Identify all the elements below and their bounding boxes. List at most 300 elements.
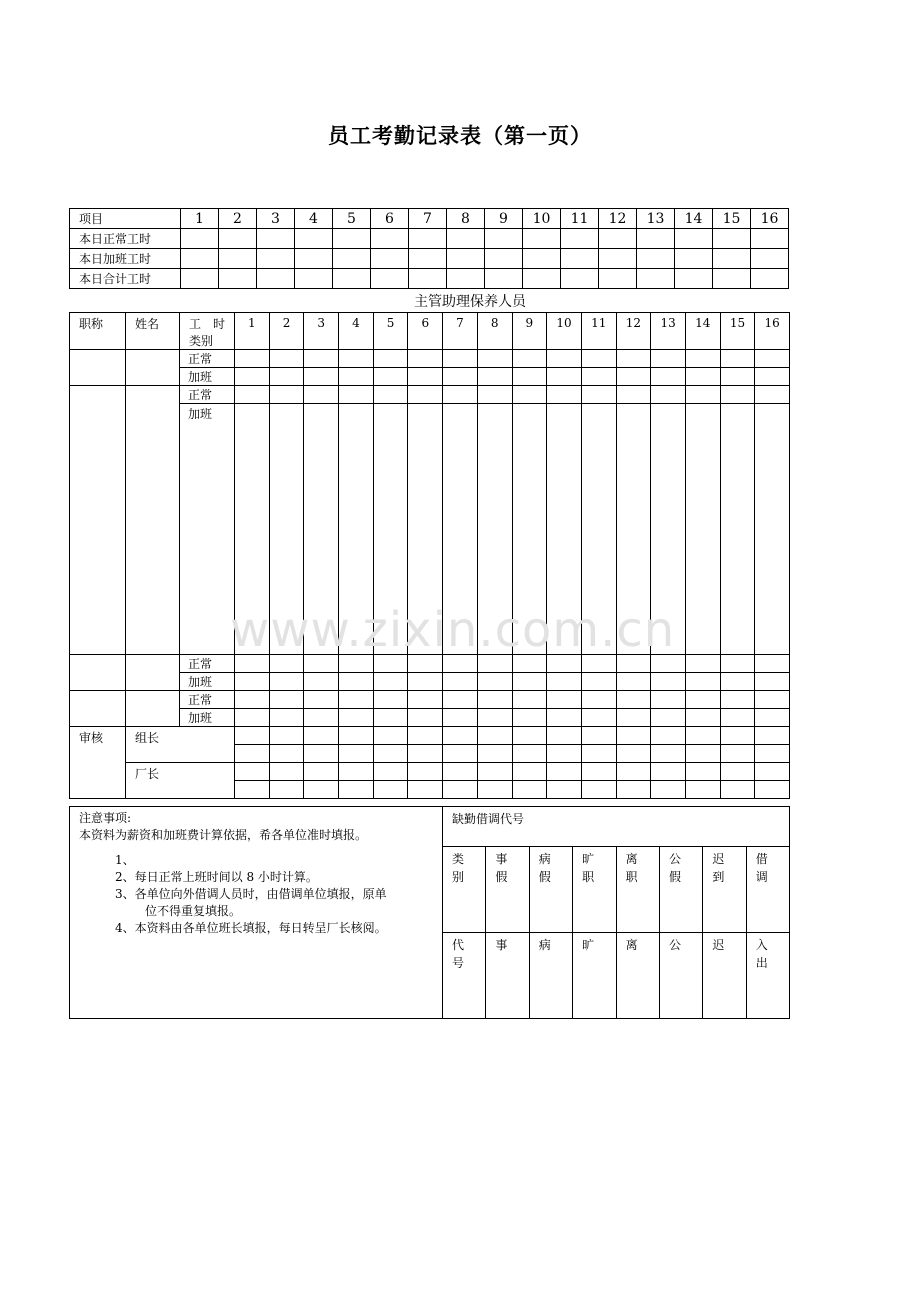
name-cell[interactable] (126, 386, 180, 655)
hours-cell[interactable] (235, 368, 270, 386)
signature-cell[interactable] (547, 745, 582, 763)
hours-cell[interactable] (477, 368, 512, 386)
summary-entry-cell[interactable] (181, 249, 219, 269)
hours-cell[interactable] (581, 709, 616, 727)
notes-intro: 本资料为薪资和加班费计算依据，希各单位准时填报。 (79, 828, 368, 842)
hours-cell[interactable] (408, 691, 443, 709)
hours-cell[interactable] (235, 691, 270, 709)
hours-cell[interactable] (616, 709, 651, 727)
hours-cell[interactable] (720, 386, 755, 404)
signature-cell[interactable] (651, 745, 686, 763)
employee-row (70, 350, 790, 368)
summary-entry-cell[interactable] (295, 249, 333, 269)
hours-cell[interactable] (408, 350, 443, 368)
hours-cell[interactable] (477, 350, 512, 368)
hours-cell[interactable] (408, 368, 443, 386)
signature-cell[interactable] (235, 763, 270, 781)
summary-entry-cell[interactable] (637, 229, 675, 249)
hours-cell[interactable] (304, 709, 339, 727)
hours-cell[interactable] (373, 350, 408, 368)
summary-entry-cell[interactable] (751, 269, 789, 289)
summary-entry-cell[interactable] (333, 269, 371, 289)
hours-cell[interactable] (651, 404, 686, 655)
summary-day-header: 10 (523, 209, 561, 229)
hours-cell[interactable] (547, 673, 582, 691)
hours-cell[interactable] (755, 404, 790, 655)
signature-cell[interactable] (339, 727, 374, 745)
title-cell[interactable] (70, 386, 126, 655)
hours-cell[interactable] (755, 386, 790, 404)
hours-cell[interactable] (443, 368, 478, 386)
signature-cell[interactable] (269, 745, 304, 763)
hours-cell[interactable] (339, 655, 374, 673)
hours-cell[interactable] (408, 655, 443, 673)
hours-cell[interactable] (720, 368, 755, 386)
absence-type-char: 公 (668, 852, 681, 866)
hours-cell[interactable] (547, 691, 582, 709)
summary-entry-cell[interactable] (257, 269, 295, 289)
absence-type-char: 假 (668, 870, 681, 884)
signature-cell[interactable] (720, 763, 755, 781)
signature-cell[interactable] (443, 763, 478, 781)
signature-cell[interactable] (269, 781, 304, 799)
col-header-type-line2: 类别 (189, 334, 214, 348)
signature-cell[interactable] (755, 781, 790, 799)
signature-cell[interactable] (685, 745, 720, 763)
signature-cell[interactable] (581, 745, 616, 763)
summary-table (69, 208, 789, 289)
summary-entry-cell[interactable] (713, 249, 751, 269)
summary-day-header: 8 (447, 209, 485, 229)
summary-entry-cell[interactable] (485, 229, 523, 249)
hours-cell[interactable] (339, 404, 374, 655)
hours-cell[interactable] (235, 386, 270, 404)
hours-cell[interactable] (339, 709, 374, 727)
summary-day-header: 2 (219, 209, 257, 229)
employee-row (70, 655, 790, 673)
signature-cell[interactable] (408, 763, 443, 781)
summary-entry-cell[interactable] (181, 269, 219, 289)
hours-cell[interactable] (339, 350, 374, 368)
day-header: 5 (373, 313, 408, 350)
summary-entry-cell[interactable] (637, 269, 675, 289)
summary-entry-cell[interactable] (257, 249, 295, 269)
signature-cell[interactable] (685, 727, 720, 745)
note-item-4: 4、本资料由各单位班长填报，每日转呈厂长核阅。 (115, 921, 387, 935)
hours-cell[interactable] (269, 350, 304, 368)
hour-type-label: 正常 (180, 655, 235, 673)
summary-day-header: 13 (637, 209, 675, 229)
signature-cell[interactable] (269, 727, 304, 745)
hours-cell[interactable] (443, 691, 478, 709)
signature-cell[interactable] (651, 727, 686, 745)
hours-cell[interactable] (547, 368, 582, 386)
hours-cell[interactable] (477, 691, 512, 709)
signature-cell[interactable] (512, 781, 547, 799)
hours-cell[interactable] (408, 404, 443, 655)
summary-entry-cell[interactable] (371, 229, 409, 249)
hours-cell[interactable] (512, 673, 547, 691)
hours-cell[interactable] (235, 350, 270, 368)
hours-cell[interactable] (477, 386, 512, 404)
summary-entry-cell[interactable] (485, 269, 523, 289)
hours-cell[interactable] (304, 673, 339, 691)
hours-cell[interactable] (443, 404, 478, 655)
hours-cell[interactable] (581, 691, 616, 709)
hours-cell[interactable] (373, 691, 408, 709)
hours-cell[interactable] (269, 691, 304, 709)
summary-entry-cell[interactable] (181, 229, 219, 249)
hours-cell[interactable] (755, 368, 790, 386)
summary-entry-cell[interactable] (561, 229, 599, 249)
hours-cell[interactable] (339, 386, 374, 404)
title-cell[interactable] (70, 655, 126, 691)
hours-cell[interactable] (235, 709, 270, 727)
absence-type-char: 别 (452, 870, 465, 884)
attendance-table (69, 312, 790, 799)
summary-entry-cell[interactable] (599, 249, 637, 269)
signature-cell[interactable] (477, 745, 512, 763)
hours-cell[interactable] (651, 709, 686, 727)
hours-cell[interactable] (547, 350, 582, 368)
hours-cell[interactable] (685, 368, 720, 386)
summary-entry-cell[interactable] (371, 269, 409, 289)
hours-cell[interactable] (616, 386, 651, 404)
signature-cell[interactable] (373, 745, 408, 763)
signature-cell[interactable] (269, 763, 304, 781)
name-cell[interactable] (126, 655, 180, 691)
day-header: 13 (651, 313, 686, 350)
col-header-title: 职称 (70, 313, 126, 350)
hours-cell[interactable] (339, 368, 374, 386)
signature-cell[interactable] (755, 763, 790, 781)
signature-cell[interactable] (512, 727, 547, 745)
hours-cell[interactable] (616, 673, 651, 691)
signature-cell[interactable] (651, 763, 686, 781)
hours-cell[interactable] (443, 673, 478, 691)
summary-entry-cell[interactable] (485, 249, 523, 269)
note-item-3: 3、各单位向外借调人员时，由借调单位填报，原单 (115, 887, 387, 901)
summary-entry-cell[interactable] (257, 229, 295, 249)
notes-cell (70, 807, 443, 1019)
hours-cell[interactable] (651, 655, 686, 673)
factory-manager-label: 厂长 (126, 763, 235, 799)
hours-cell[interactable] (408, 386, 443, 404)
hours-cell[interactable] (235, 655, 270, 673)
hours-cell[interactable] (651, 691, 686, 709)
note-item-3-cont: 位不得重复填报。 (145, 904, 242, 918)
summary-day-header: 16 (751, 209, 789, 229)
absence-code-char: 代 (452, 938, 465, 952)
day-header: 7 (443, 313, 478, 350)
hours-cell[interactable] (304, 404, 339, 655)
summary-entry-cell[interactable] (523, 249, 561, 269)
signature-cell[interactable] (616, 727, 651, 745)
absence-type-char: 职 (582, 870, 595, 884)
hours-cell[interactable] (235, 673, 270, 691)
hours-cell[interactable] (408, 709, 443, 727)
hours-cell[interactable] (651, 350, 686, 368)
absence-code-char: 入 (755, 938, 768, 952)
signature-cell[interactable] (408, 781, 443, 799)
hours-cell[interactable] (373, 368, 408, 386)
hours-cell[interactable] (269, 386, 304, 404)
review-label: 审核 (70, 727, 126, 799)
hours-cell[interactable] (581, 350, 616, 368)
summary-day-header: 15 (713, 209, 751, 229)
signature-cell[interactable] (616, 745, 651, 763)
signature-cell[interactable] (443, 727, 478, 745)
absence-type-cell (443, 847, 486, 933)
signature-cell[interactable] (547, 763, 582, 781)
hours-cell[interactable] (304, 691, 339, 709)
signature-cell[interactable] (235, 745, 270, 763)
hour-type-label: 正常 (180, 691, 235, 709)
signature-cell[interactable] (235, 781, 270, 799)
hours-cell[interactable] (512, 709, 547, 727)
signature-cell[interactable] (339, 763, 374, 781)
summary-entry-cell[interactable] (675, 229, 713, 249)
hours-cell[interactable] (755, 350, 790, 368)
hours-cell[interactable] (304, 386, 339, 404)
summary-entry-cell[interactable] (561, 249, 599, 269)
summary-entry-cell[interactable] (447, 249, 485, 269)
hours-cell[interactable] (339, 691, 374, 709)
hours-cell[interactable] (616, 404, 651, 655)
signature-cell[interactable] (373, 763, 408, 781)
hours-cell[interactable] (720, 655, 755, 673)
signature-cell[interactable] (408, 727, 443, 745)
signature-cell[interactable] (373, 727, 408, 745)
signature-cell[interactable] (408, 745, 443, 763)
absence-code-char: 旷 (582, 938, 595, 952)
hours-cell[interactable] (443, 386, 478, 404)
hours-cell[interactable] (547, 386, 582, 404)
signature-cell[interactable] (581, 781, 616, 799)
hours-cell[interactable] (685, 386, 720, 404)
signature-cell[interactable] (339, 745, 374, 763)
hours-cell[interactable] (304, 368, 339, 386)
hours-cell[interactable] (685, 404, 720, 655)
hours-cell[interactable] (755, 655, 790, 673)
absence-type-char: 类 (452, 852, 465, 866)
hours-cell[interactable] (581, 673, 616, 691)
hours-cell[interactable] (685, 709, 720, 727)
hours-cell[interactable] (581, 404, 616, 655)
hours-cell[interactable] (304, 655, 339, 673)
signature-cell[interactable] (755, 727, 790, 745)
absence-code-cell (443, 933, 486, 1019)
hours-cell[interactable] (685, 655, 720, 673)
hours-cell[interactable] (616, 691, 651, 709)
signature-cell[interactable] (547, 727, 582, 745)
hours-cell[interactable] (235, 404, 270, 655)
signature-cell[interactable] (720, 781, 755, 799)
hours-cell[interactable] (339, 673, 374, 691)
hours-cell[interactable] (755, 691, 790, 709)
hours-cell[interactable] (720, 709, 755, 727)
summary-entry-cell[interactable] (713, 269, 751, 289)
day-header: 2 (269, 313, 304, 350)
absence-code-cell (703, 933, 746, 1019)
hours-cell[interactable] (269, 404, 304, 655)
name-cell[interactable] (126, 691, 180, 727)
summary-entry-cell[interactable] (295, 269, 333, 289)
summary-entry-cell[interactable] (219, 229, 257, 249)
hours-cell[interactable] (512, 386, 547, 404)
signature-cell[interactable] (373, 781, 408, 799)
hours-cell[interactable] (685, 691, 720, 709)
signature-cell[interactable] (547, 781, 582, 799)
absence-code-cell (616, 933, 659, 1019)
hours-cell[interactable] (547, 709, 582, 727)
signature-cell[interactable] (443, 745, 478, 763)
summary-entry-cell[interactable] (675, 249, 713, 269)
hours-cell[interactable] (269, 655, 304, 673)
summary-entry-cell[interactable] (599, 269, 637, 289)
hours-cell[interactable] (512, 691, 547, 709)
signature-cell[interactable] (304, 745, 339, 763)
signature-cell[interactable] (304, 781, 339, 799)
signature-cell[interactable] (443, 781, 478, 799)
summary-entry-cell[interactable] (219, 269, 257, 289)
summary-day-header: 6 (371, 209, 409, 229)
summary-entry-cell[interactable] (637, 249, 675, 269)
name-cell[interactable] (126, 350, 180, 386)
hours-cell[interactable] (581, 368, 616, 386)
summary-entry-cell[interactable] (599, 229, 637, 249)
hours-cell[interactable] (755, 709, 790, 727)
signature-cell[interactable] (685, 781, 720, 799)
hours-cell[interactable] (616, 655, 651, 673)
signature-cell[interactable] (616, 781, 651, 799)
summary-row (70, 229, 789, 249)
hours-cell[interactable] (477, 655, 512, 673)
hours-cell[interactable] (373, 655, 408, 673)
absence-code-cell (573, 933, 616, 1019)
hours-cell[interactable] (651, 386, 686, 404)
hours-cell[interactable] (616, 350, 651, 368)
hours-cell[interactable] (477, 709, 512, 727)
summary-entry-cell[interactable] (333, 249, 371, 269)
summary-entry-cell[interactable] (447, 229, 485, 249)
signature-cell[interactable] (477, 763, 512, 781)
signature-cell[interactable] (581, 727, 616, 745)
hours-cell[interactable] (547, 655, 582, 673)
summary-entry-cell[interactable] (409, 249, 447, 269)
signature-cell[interactable] (477, 781, 512, 799)
hours-cell[interactable] (720, 691, 755, 709)
hours-cell[interactable] (651, 673, 686, 691)
signature-cell[interactable] (304, 727, 339, 745)
hour-type-label: 加班 (180, 709, 235, 727)
review-row (70, 763, 790, 781)
summary-header-row (70, 209, 789, 229)
hour-type-label: 正常 (180, 386, 235, 404)
hours-cell[interactable] (547, 404, 582, 655)
summary-entry-cell[interactable] (751, 249, 789, 269)
hours-cell[interactable] (651, 368, 686, 386)
signature-cell[interactable] (581, 763, 616, 781)
hours-cell[interactable] (443, 709, 478, 727)
hours-cell[interactable] (720, 673, 755, 691)
summary-entry-cell[interactable] (219, 249, 257, 269)
hours-cell[interactable] (443, 655, 478, 673)
day-header: 15 (720, 313, 755, 350)
absence-code-char: 公 (668, 938, 681, 952)
signature-cell[interactable] (685, 763, 720, 781)
summary-entry-cell[interactable] (523, 269, 561, 289)
signature-cell[interactable] (755, 745, 790, 763)
signature-cell[interactable] (339, 781, 374, 799)
hours-cell[interactable] (269, 673, 304, 691)
summary-entry-cell[interactable] (523, 229, 561, 249)
hours-cell[interactable] (408, 673, 443, 691)
hours-cell[interactable] (755, 673, 790, 691)
hours-cell[interactable] (443, 350, 478, 368)
hours-cell[interactable] (512, 350, 547, 368)
employee-row (70, 386, 790, 404)
absence-type-char: 借 (755, 852, 768, 866)
signature-cell[interactable] (512, 745, 547, 763)
signature-cell[interactable] (235, 727, 270, 745)
absence-type-cell (659, 847, 702, 933)
signature-cell[interactable] (477, 727, 512, 745)
signature-cell[interactable] (651, 781, 686, 799)
hours-cell[interactable] (373, 404, 408, 655)
hours-cell[interactable] (512, 368, 547, 386)
summary-entry-cell[interactable] (561, 269, 599, 289)
hours-cell[interactable] (373, 673, 408, 691)
signature-cell[interactable] (720, 727, 755, 745)
hours-cell[interactable] (685, 350, 720, 368)
summary-entry-cell[interactable] (371, 249, 409, 269)
summary-header-label: 项目 (70, 209, 181, 229)
hours-cell[interactable] (512, 404, 547, 655)
day-header: 8 (477, 313, 512, 350)
summary-entry-cell[interactable] (409, 269, 447, 289)
signature-cell[interactable] (512, 763, 547, 781)
hours-cell[interactable] (269, 709, 304, 727)
hours-cell[interactable] (373, 709, 408, 727)
hours-cell[interactable] (720, 350, 755, 368)
summary-entry-cell[interactable] (447, 269, 485, 289)
summary-entry-cell[interactable] (333, 229, 371, 249)
hours-cell[interactable] (616, 368, 651, 386)
signature-cell[interactable] (720, 745, 755, 763)
signature-cell[interactable] (304, 763, 339, 781)
hours-cell[interactable] (685, 673, 720, 691)
hours-cell[interactable] (720, 404, 755, 655)
hours-cell[interactable] (269, 368, 304, 386)
title-cell[interactable] (70, 350, 126, 386)
summary-entry-cell[interactable] (751, 229, 789, 249)
hours-cell[interactable] (581, 386, 616, 404)
signature-cell[interactable] (616, 763, 651, 781)
hours-cell[interactable] (477, 404, 512, 655)
hours-cell[interactable] (477, 673, 512, 691)
summary-entry-cell[interactable] (409, 229, 447, 249)
summary-entry-cell[interactable] (295, 229, 333, 249)
hours-cell[interactable] (304, 350, 339, 368)
summary-entry-cell[interactable] (713, 229, 751, 249)
title-cell[interactable] (70, 691, 126, 727)
hours-cell[interactable] (373, 386, 408, 404)
summary-day-header: 3 (257, 209, 295, 229)
hours-cell[interactable] (512, 655, 547, 673)
summary-entry-cell[interactable] (675, 269, 713, 289)
hours-cell[interactable] (581, 655, 616, 673)
